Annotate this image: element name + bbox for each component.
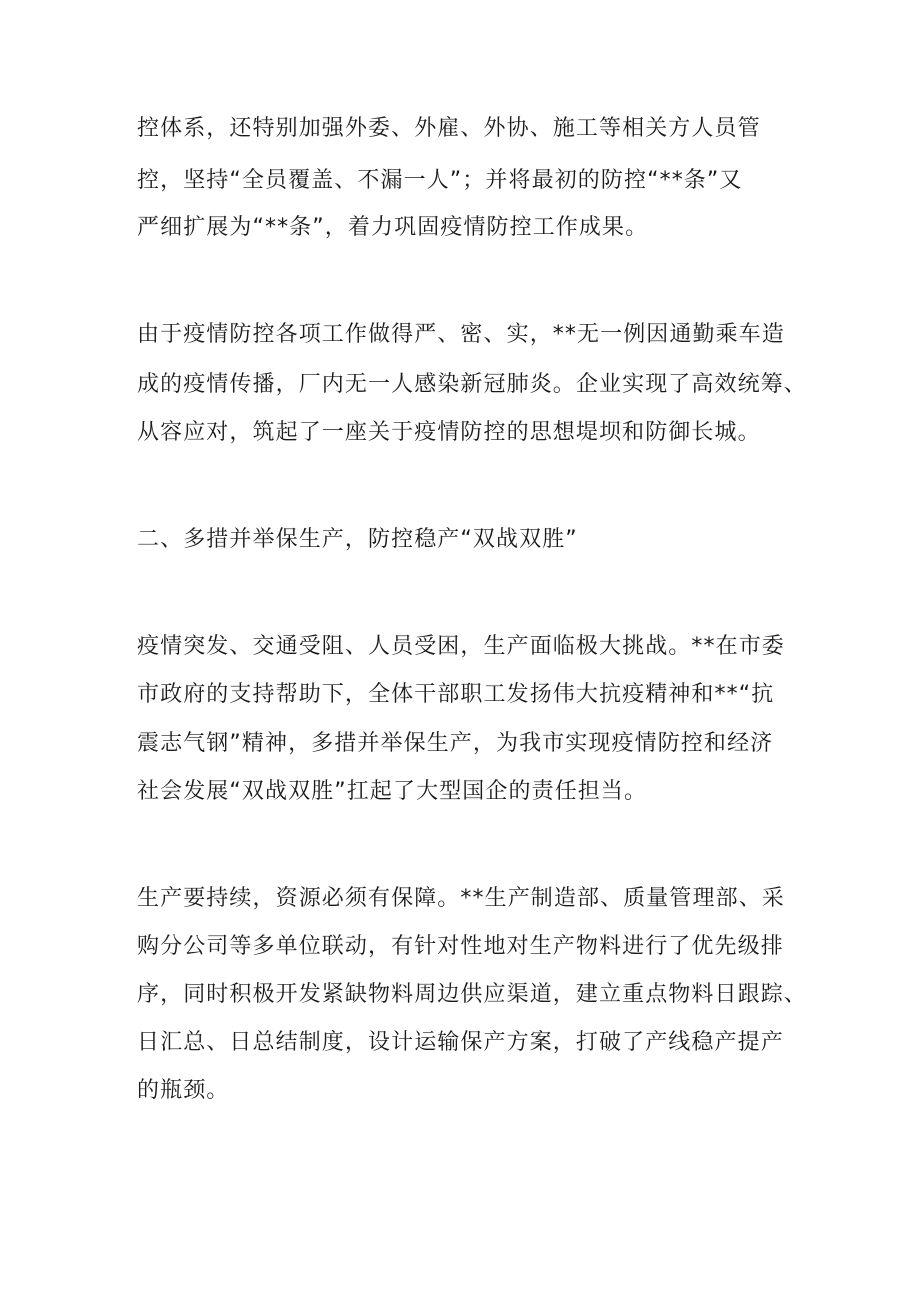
paragraph-3-line-4: 社会发展“双战双胜”扛起了大型国企的责任担当。 bbox=[137, 779, 648, 804]
paragraph-4-line-1: 生产要持续，资源必须有保障。**生产制造部、质量管理部、采 bbox=[137, 886, 785, 911]
paragraph-3-line-1: 疫情突发、交通受阻、人员受困，生产面临极大挑战。**在市委 bbox=[137, 634, 785, 659]
paragraph-4-line-3: 序，同时积极开发紧缺物料周边供应渠道，建立重点物料日跟踪、 bbox=[137, 982, 807, 1007]
paragraph-2-line-1: 由于疫情防控各项工作做得严、密、实，**无一例因通勤乘车造 bbox=[137, 322, 785, 347]
section-heading: 二、多措并举保生产，防控稳产“双战双胜” bbox=[137, 527, 578, 552]
paragraph-1-line-3: 严细扩展为“**条”，着力巩固疫情防控工作成果。 bbox=[137, 215, 649, 240]
paragraph-3-line-2: 市政府的支持帮助下，全体干部职工发扬伟大抗疫精神和**“抗 bbox=[137, 682, 775, 707]
paragraph-4-line-4: 日汇总、日总结制度，设计运输保产方案，打破了产线稳产提产 bbox=[137, 1030, 784, 1055]
paragraph-2-line-2: 成的疫情传播，厂内无一人感染新冠肺炎。企业实现了高效统筹、 bbox=[137, 372, 807, 397]
paragraph-1-line-1: 控体系，还特别加强外委、外雇、外协、施工等相关方人员管 bbox=[137, 116, 761, 141]
paragraph-4-line-2: 购分公司等多单位联动，有针对性地对生产物料进行了优先级排 bbox=[137, 934, 784, 959]
paragraph-4-line-5: 的瓶颈。 bbox=[137, 1078, 230, 1103]
paragraph-1-line-2: 控，坚持“全员覆盖、不漏一人”；并将最初的防控“**条”又 bbox=[137, 168, 743, 193]
paragraph-3-line-3: 震志气钢”精神，多措并举保生产，为我市实现疫情防控和经济 bbox=[137, 731, 774, 756]
paragraph-2-line-3: 从容应对，筑起了一座关于疫情防控的思想堤坝和防御长城。 bbox=[137, 420, 761, 445]
